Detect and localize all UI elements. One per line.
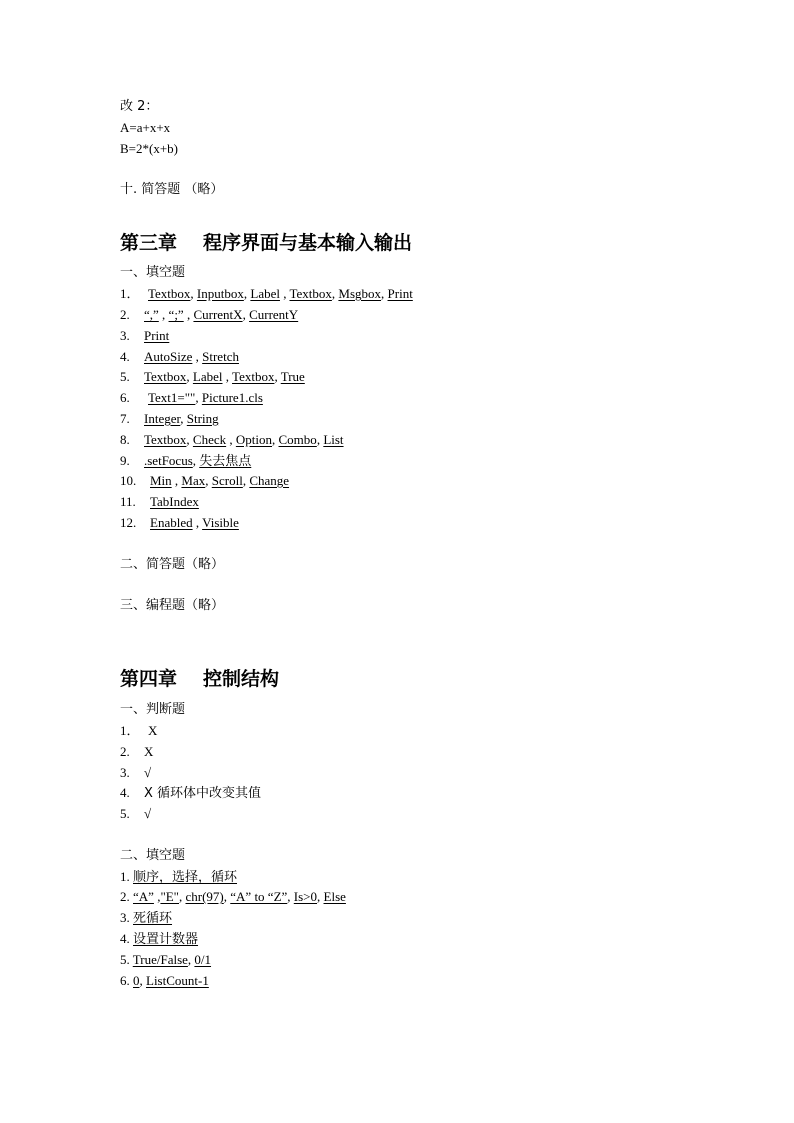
ch3-answer-3 [120, 328, 169, 344]
inline-text: √ [144, 765, 152, 780]
inline-text: X [148, 723, 158, 738]
ch3-answer-7 [120, 411, 219, 427]
ch4-judge-4 [120, 785, 261, 802]
ch3-answer-10 [120, 473, 289, 489]
ch3-answer-6 [120, 390, 263, 406]
ch4-judge-title: 一、判断题 [120, 702, 186, 717]
ch4-judge-2 [120, 744, 153, 760]
inline-text: 5. [120, 806, 130, 821]
ch3-answer-11 [120, 494, 199, 510]
answer-text: Min [150, 473, 172, 488]
inline-text: , [183, 307, 194, 322]
answer-text: Option [235, 432, 273, 447]
inline-text: 3. [120, 765, 130, 780]
section-ten-short-answer: 十. 简答题 （略） [120, 182, 224, 197]
ch3-programming: 三、编程题（略） [120, 598, 225, 613]
inline-text: X [144, 744, 154, 759]
inline-text: 7. [120, 411, 130, 426]
answer-text: Else [323, 889, 346, 904]
chapter-4-number: 第四章 [120, 668, 178, 690]
answer-text: True [280, 369, 305, 384]
answer-text: Textbox [144, 369, 187, 384]
answer-text: Visible [202, 515, 239, 530]
answer-text: 设置计数器 [133, 932, 199, 947]
inline-text: , [187, 952, 195, 967]
answer-text: Combo [278, 432, 317, 447]
answer-text: “;” [168, 307, 184, 322]
inline-text: , [331, 286, 339, 301]
inline-text: , [381, 286, 388, 301]
answer-text: Textbox [144, 432, 187, 447]
inline-text: 3. [120, 910, 133, 925]
answer-text: Picture1.cls [201, 390, 263, 405]
equation-b: B=2*(x+b) [120, 141, 178, 156]
ch3-short-answer: 二、简答题（略） [120, 557, 225, 572]
inline-text: 1. [120, 869, 133, 884]
equation-a: A=a+x+x [120, 120, 171, 135]
inline-text: 2. [120, 744, 130, 759]
inline-text: , [243, 286, 251, 301]
inline-text: , [272, 432, 279, 447]
ch3-answer-9 [120, 453, 251, 470]
answer-text: List [323, 432, 344, 447]
answer-text: Msgbox [338, 286, 382, 301]
answer-text: Scroll [211, 473, 243, 488]
inline-text: , [192, 453, 200, 468]
answer-text: 0/1 [194, 952, 212, 967]
answer-text: ListCount-1 [146, 973, 209, 988]
inline-text: X 循环体中改变其值 [144, 786, 262, 801]
inline-text: , [180, 411, 187, 426]
inline-text: , [274, 369, 281, 384]
answer-text: “A” [133, 889, 154, 904]
ch4-fill-5 [120, 952, 211, 968]
answer-text: Textbox [148, 286, 191, 301]
ch3-answer-4 [120, 349, 239, 365]
answer-text: String [186, 411, 219, 426]
answer-text: Print [144, 328, 170, 343]
ch4-fill-6 [120, 973, 209, 989]
ch4-judge-3 [120, 765, 151, 781]
answer-text: Inputbox [196, 286, 244, 301]
inline-text: , [139, 973, 146, 988]
answer-text: TabIndex [150, 494, 199, 509]
answer-text: chr(97) [185, 889, 224, 904]
inline-text: , [222, 369, 233, 384]
ch4-fill-blank-title: 二、填空题 [120, 848, 186, 863]
inline-text: , [186, 369, 193, 384]
answer-text: Stretch [202, 349, 239, 364]
answer-text: True/False [132, 952, 188, 967]
inline-text: , [171, 473, 182, 488]
ch3-answer-2 [120, 307, 298, 323]
answer-text: Change [249, 473, 290, 488]
answer-text: “A” to “Z” [230, 889, 288, 904]
answer-text: Check [192, 432, 227, 447]
inline-text: 5. [120, 369, 130, 384]
inline-text: 5. [120, 952, 133, 967]
inline-text: 2. [120, 307, 130, 322]
inline-text: √ [144, 806, 152, 821]
ch4-fill-3 [120, 910, 172, 927]
answer-text: 死循环 [133, 911, 173, 926]
answer-text: “,” [144, 307, 159, 322]
inline-text: 6. [120, 390, 130, 405]
inline-text: , [242, 473, 250, 488]
inline-text: 1． [120, 286, 140, 301]
chapter-4-title: 控制结构 [203, 668, 280, 690]
answer-text: Max [181, 473, 206, 488]
ch3-fill-blank-title: 一、填空题 [120, 265, 186, 280]
ch4-fill-4 [120, 931, 198, 948]
inline-text: , [192, 515, 203, 530]
answer-text: Is>0 [293, 889, 318, 904]
ch4-fill-2 [120, 889, 346, 905]
answer-text: Label [250, 286, 280, 301]
inline-text: 4. [120, 931, 133, 946]
chapter-4-heading [120, 667, 279, 691]
inline-text: 8. [120, 432, 130, 447]
answer-text: 0 [133, 973, 140, 988]
chapter-3-heading [120, 231, 412, 255]
answer-text: Label [192, 369, 223, 384]
answer-text: 顺序，选择，循环 [133, 870, 238, 885]
inline-text: 12. [120, 515, 137, 530]
answer-text: CurrentY [249, 307, 299, 322]
chapter-3-title: 程序界面与基本输入输出 [203, 232, 413, 254]
inline-text: , [223, 889, 231, 904]
answer-text: CurrentX [193, 307, 243, 322]
inline-text: , [195, 390, 202, 405]
inline-text: 4. [120, 785, 130, 800]
modification-2-label: 改 2： [120, 99, 159, 114]
inline-text: , [192, 349, 203, 364]
ch4-judge-5 [120, 806, 151, 822]
chapter-3-number: 第三章 [120, 232, 178, 254]
inline-text: , [190, 286, 197, 301]
inline-text: 11. [120, 494, 136, 509]
inline-text: , [153, 889, 161, 904]
inline-text: , [287, 889, 294, 904]
inline-text: 1． [120, 723, 140, 738]
inline-text: , [186, 432, 193, 447]
ch3-answer-12 [120, 515, 239, 531]
answer-text: Enabled [150, 515, 193, 530]
answer-text: AutoSize [144, 349, 193, 364]
answer-text: Textbox [232, 369, 275, 384]
answer-text: .setFocus [144, 453, 193, 468]
inline-text: 2. [120, 889, 133, 904]
inline-text: 6. [120, 973, 133, 988]
inline-text: , [179, 889, 186, 904]
inline-text: , [279, 286, 290, 301]
answer-text: Print [387, 286, 413, 301]
ch3-answer-1 [120, 286, 413, 302]
ch3-answer-8 [120, 432, 344, 448]
answer-text: Text1="" [148, 390, 196, 405]
answer-text: Textbox [289, 286, 332, 301]
inline-text: 9. [120, 453, 130, 468]
answer-text: Integer [144, 411, 181, 426]
inline-text: , [317, 889, 324, 904]
ch3-answer-5 [120, 369, 305, 385]
answer-text: "E" [160, 889, 179, 904]
answer-text: 失去焦点 [199, 454, 252, 469]
ch4-judge-1 [120, 723, 157, 739]
inline-text: , [316, 432, 324, 447]
inline-text: 4. [120, 349, 130, 364]
ch4-fill-1 [120, 869, 237, 886]
inline-text: 3. [120, 328, 130, 343]
inline-text: , [158, 307, 169, 322]
inline-text: , [242, 307, 250, 322]
inline-text: , [226, 432, 236, 447]
inline-text: , [205, 473, 212, 488]
inline-text: 10. [120, 473, 137, 488]
